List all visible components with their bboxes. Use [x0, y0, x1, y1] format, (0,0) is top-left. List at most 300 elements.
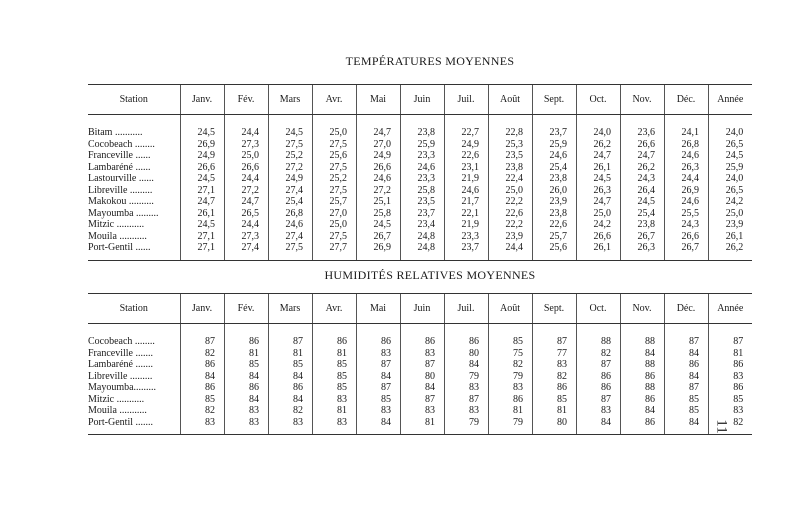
value-cell [312, 127, 356, 139]
table-row [88, 185, 752, 197]
value-cell [620, 173, 664, 185]
value: 86 [469, 336, 479, 347]
value-cell [444, 219, 488, 231]
value: 24,8 [417, 230, 435, 242]
value-cell [444, 359, 488, 371]
value: 25,0 [241, 150, 259, 161]
value: 22,2 [505, 219, 523, 230]
value-cell [664, 150, 708, 162]
value: 82 [601, 347, 611, 359]
value-cell [488, 242, 532, 254]
value: 85 [513, 336, 523, 347]
value-cell [532, 417, 576, 429]
value-cell [620, 405, 664, 417]
value: 27,1 [197, 242, 215, 253]
value: 86 [381, 336, 391, 347]
value-cell [576, 139, 620, 151]
station-name: Port-Gentil ....... [88, 416, 153, 428]
humidity-table [88, 293, 752, 435]
value: 27,2 [285, 161, 303, 173]
value: 86 [249, 336, 259, 347]
value-cell [708, 231, 752, 243]
value: 85 [249, 359, 259, 370]
value-cell [312, 382, 356, 394]
value-cell [488, 185, 532, 197]
value: 25,1 [373, 196, 391, 207]
table-body [88, 115, 752, 261]
value-cell [356, 382, 400, 394]
value: 23,8 [637, 219, 655, 230]
value-cell [532, 359, 576, 371]
page-number: 11 [713, 419, 730, 434]
value-cell [268, 371, 312, 383]
value: 82 [733, 416, 744, 428]
value-cell [664, 242, 708, 254]
value: 24,6 [285, 219, 303, 230]
value-cell [620, 231, 664, 243]
value: 25,0 [593, 207, 611, 219]
empty-cell [664, 324, 708, 337]
value-cell [576, 208, 620, 220]
value: 23,5 [505, 150, 523, 161]
value-cell [620, 336, 664, 348]
value: 86 [689, 359, 699, 370]
empty-cell [88, 254, 180, 261]
value: 83 [425, 347, 435, 359]
station-name: Mitzic ........... [88, 393, 145, 405]
value-cell [180, 185, 224, 197]
value-cell [180, 208, 224, 220]
value: 25,2 [285, 150, 303, 161]
value: 86 [337, 336, 347, 347]
column-header: Mars [268, 294, 312, 324]
value-cell [620, 371, 664, 383]
empty-cell [224, 428, 268, 435]
value-cell [180, 162, 224, 174]
value-cell [444, 127, 488, 139]
value: 86 [205, 359, 215, 370]
value-cell [444, 348, 488, 360]
value: 25,2 [329, 173, 347, 184]
value-cell [444, 231, 488, 243]
table-row [88, 196, 752, 208]
value: 87 [469, 393, 479, 405]
value-cell [488, 231, 532, 243]
value: 83 [249, 405, 259, 416]
value-cell [180, 336, 224, 348]
value-cell [620, 196, 664, 208]
value: 24,0 [725, 127, 744, 138]
value-cell [488, 336, 532, 348]
table-row-spacer [88, 254, 752, 261]
value-cell [444, 150, 488, 162]
value: 86 [425, 336, 435, 347]
value: 26,2 [637, 161, 655, 173]
empty-cell [488, 324, 532, 337]
value: 27,4 [241, 242, 259, 253]
value: 84 [249, 370, 259, 382]
value: 80 [469, 347, 479, 359]
value: 87 [557, 336, 567, 347]
value-cell [400, 371, 444, 383]
value: 26,6 [637, 138, 655, 150]
value: 27,1 [197, 230, 215, 242]
empty-cell [312, 428, 356, 435]
value-cell [224, 394, 268, 406]
value-cell [444, 242, 488, 254]
value-cell [180, 394, 224, 406]
value: 87 [381, 382, 391, 393]
empty-cell [312, 115, 356, 128]
station-name: Franceville ....... [88, 347, 153, 359]
value-cell [664, 359, 708, 371]
value-cell [664, 196, 708, 208]
value: 25,4 [637, 207, 655, 219]
value: 80 [425, 370, 435, 382]
value: 24,5 [373, 219, 391, 230]
value: 24,9 [197, 150, 215, 161]
value: 24,2 [725, 196, 744, 207]
value: 27,5 [329, 138, 347, 150]
value-cell [224, 127, 268, 139]
value-cell [488, 417, 532, 429]
empty-cell [268, 428, 312, 435]
value: 84 [469, 359, 479, 370]
value: 82 [293, 405, 303, 416]
value: 26,9 [373, 242, 391, 253]
value: 84 [381, 416, 391, 428]
value-cell [224, 371, 268, 383]
value-cell [708, 394, 752, 406]
column-header: Juil. [444, 294, 488, 324]
empty-cell [576, 254, 620, 261]
value-cell [268, 173, 312, 185]
value: 84 [293, 370, 303, 382]
value-cell [576, 242, 620, 254]
value-cell [444, 208, 488, 220]
value-cell [532, 219, 576, 231]
station-name: Lambaréné ....... [88, 359, 153, 370]
column-header: Déc. [664, 85, 708, 115]
value: 27,5 [329, 184, 347, 196]
station-name: Cocobeach ........ [88, 138, 155, 150]
value: 81 [293, 347, 303, 359]
empty-cell [576, 428, 620, 435]
value-cell [224, 208, 268, 220]
value: 22,8 [505, 127, 523, 138]
value-cell [180, 405, 224, 417]
value-cell [664, 405, 708, 417]
empty-cell [444, 254, 488, 261]
empty-cell [88, 324, 180, 337]
value: 23,8 [549, 207, 567, 219]
value-cell [488, 405, 532, 417]
value: 85 [337, 359, 347, 370]
value: 27,5 [329, 161, 347, 173]
value-cell [708, 371, 752, 383]
value: 84 [601, 416, 611, 428]
value: 23,8 [549, 173, 567, 184]
value-cell [180, 173, 224, 185]
value: 26,8 [285, 207, 303, 219]
table-row [88, 231, 752, 243]
value: 83 [337, 393, 347, 405]
value: 24,7 [197, 196, 215, 207]
value-cell [576, 150, 620, 162]
value: 87 [601, 393, 611, 405]
station-name: Libreville ......... [88, 184, 153, 196]
value-cell [356, 394, 400, 406]
value-cell [488, 371, 532, 383]
empty-cell [488, 428, 532, 435]
empty-cell [180, 324, 224, 337]
value: 26,2 [593, 138, 611, 150]
value-cell [312, 150, 356, 162]
value-cell [180, 150, 224, 162]
value-cell [400, 382, 444, 394]
value: 84 [293, 393, 303, 405]
value-cell [620, 242, 664, 254]
value-cell [532, 208, 576, 220]
value-cell [708, 185, 752, 197]
value: 23,7 [461, 242, 479, 253]
value: 24,3 [681, 219, 699, 230]
value-cell [488, 208, 532, 220]
column-header: Juil. [444, 85, 488, 115]
station-name: Mouila ........... [88, 230, 147, 242]
empty-cell [708, 254, 752, 261]
value: 82 [205, 347, 215, 359]
header-row [88, 85, 752, 115]
value-cell [488, 173, 532, 185]
value: 24,6 [417, 161, 435, 173]
value: 83 [381, 405, 391, 416]
value-cell [268, 394, 312, 406]
value: 24,5 [197, 219, 215, 230]
value: 27,5 [285, 242, 303, 253]
value: 24,7 [593, 150, 611, 161]
value: 26,3 [593, 184, 611, 196]
value-cell [708, 348, 752, 360]
column-header: Mai [356, 85, 400, 115]
value-cell [444, 394, 488, 406]
value: 86 [513, 393, 523, 405]
empty-cell [356, 254, 400, 261]
value: 25,9 [725, 161, 744, 173]
value: 81 [337, 347, 347, 359]
value: 86 [645, 393, 655, 405]
value: 26,1 [593, 242, 611, 253]
column-header: Mai [356, 294, 400, 324]
value: 24,4 [681, 173, 699, 184]
value-cell [444, 382, 488, 394]
value: 25,4 [549, 161, 567, 173]
value: 27,2 [373, 184, 391, 196]
value: 83 [557, 359, 567, 370]
empty-cell [620, 428, 664, 435]
empty-cell [356, 428, 400, 435]
empty-cell [444, 324, 488, 337]
value: 27,1 [197, 184, 215, 196]
value: 25,0 [725, 207, 744, 219]
value: 87 [425, 393, 435, 405]
value-cell [576, 405, 620, 417]
value-cell [576, 371, 620, 383]
value-cell [356, 231, 400, 243]
value: 83 [249, 416, 259, 428]
value: 87 [733, 336, 744, 347]
value: 25,9 [549, 138, 567, 150]
value: 83 [513, 382, 523, 393]
value: 86 [205, 382, 215, 393]
station-name: Mitzic ........... [88, 219, 145, 230]
table-body [88, 324, 752, 435]
value: 26,8 [681, 138, 699, 150]
column-header: Nov. [620, 85, 664, 115]
value-cell [356, 185, 400, 197]
table-row-spacer [88, 428, 752, 435]
value-cell [268, 382, 312, 394]
value: 24,4 [241, 127, 259, 138]
value: 83 [601, 405, 611, 416]
station-name: Bitam ........... [88, 127, 143, 138]
value-cell [312, 231, 356, 243]
table-row [88, 394, 752, 406]
empty-cell [88, 115, 180, 128]
value: 27,3 [241, 230, 259, 242]
value-cell [356, 359, 400, 371]
value-cell [180, 382, 224, 394]
value-cell [664, 208, 708, 220]
value: 24,5 [197, 127, 215, 138]
column-header: Août [488, 85, 532, 115]
value-cell [312, 336, 356, 348]
value: 85 [293, 359, 303, 370]
value: 25,8 [417, 184, 435, 196]
value: 81 [557, 405, 567, 416]
value-cell [400, 208, 444, 220]
column-header: Sept. [532, 85, 576, 115]
value-cell [400, 162, 444, 174]
value: 24,6 [549, 150, 567, 161]
value: 79 [513, 416, 523, 428]
value: 85 [205, 393, 215, 405]
value-cell [532, 127, 576, 139]
value: 85 [337, 382, 347, 393]
empty-cell [400, 324, 444, 337]
value: 25,4 [285, 196, 303, 207]
value: 83 [205, 416, 215, 428]
value-cell [224, 219, 268, 231]
value-cell [268, 348, 312, 360]
table-row [88, 139, 752, 151]
value: 85 [381, 393, 391, 405]
value-cell [664, 371, 708, 383]
station-name: Mayoumba......... [88, 382, 157, 393]
value-cell [664, 162, 708, 174]
value: 26,6 [373, 161, 391, 173]
value-cell [532, 336, 576, 348]
value: 83 [425, 405, 435, 416]
column-header: Déc. [664, 294, 708, 324]
value-cell [488, 394, 532, 406]
value-cell [708, 336, 752, 348]
value: 81 [425, 416, 435, 428]
value-cell [488, 196, 532, 208]
value-cell [356, 242, 400, 254]
station-name: Makokou .......... [88, 196, 154, 207]
column-header: Juin [400, 294, 444, 324]
value-cell [400, 139, 444, 151]
value-cell [620, 127, 664, 139]
value-cell [488, 139, 532, 151]
value-cell [224, 348, 268, 360]
value-cell [224, 150, 268, 162]
value: 87 [293, 336, 303, 347]
value-cell [444, 196, 488, 208]
value: 86 [601, 370, 611, 382]
value: 23,9 [549, 196, 567, 207]
value: 85 [733, 393, 744, 405]
value: 83 [733, 370, 744, 382]
value: 24,5 [725, 150, 744, 161]
value-cell [664, 219, 708, 231]
value: 25,6 [329, 150, 347, 161]
value: 26,6 [197, 161, 215, 173]
value: 26,3 [637, 242, 655, 253]
value-cell [576, 359, 620, 371]
value: 24,9 [461, 138, 479, 150]
value-cell [708, 127, 752, 139]
value: 23,4 [417, 219, 435, 230]
value: 84 [689, 347, 699, 359]
value-cell [488, 382, 532, 394]
empty-cell [400, 254, 444, 261]
value: 86 [557, 382, 567, 393]
value: 86 [645, 416, 655, 428]
value-cell [224, 359, 268, 371]
value-cell [664, 173, 708, 185]
value-cell [620, 417, 664, 429]
table-row [88, 208, 752, 220]
column-header: Juin [400, 85, 444, 115]
empty-cell [532, 428, 576, 435]
value: 80 [557, 416, 567, 428]
value: 27,5 [285, 138, 303, 150]
value: 23,9 [725, 219, 744, 230]
value: 26,5 [725, 184, 744, 196]
value: 26,7 [637, 230, 655, 242]
value-cell [268, 208, 312, 220]
value: 81 [733, 347, 744, 359]
empty-cell [224, 115, 268, 128]
value: 25,8 [373, 207, 391, 219]
value: 82 [513, 359, 523, 370]
value-cell [268, 127, 312, 139]
value-cell [312, 219, 356, 231]
value-cell [312, 139, 356, 151]
value: 84 [381, 370, 391, 382]
value-cell [268, 150, 312, 162]
value-cell [708, 242, 752, 254]
value-cell [312, 185, 356, 197]
value: 23,7 [549, 127, 567, 138]
value: 24,5 [593, 173, 611, 184]
value: 24,5 [285, 127, 303, 138]
value-cell [356, 336, 400, 348]
value-cell [576, 417, 620, 429]
value: 26,9 [197, 138, 215, 150]
